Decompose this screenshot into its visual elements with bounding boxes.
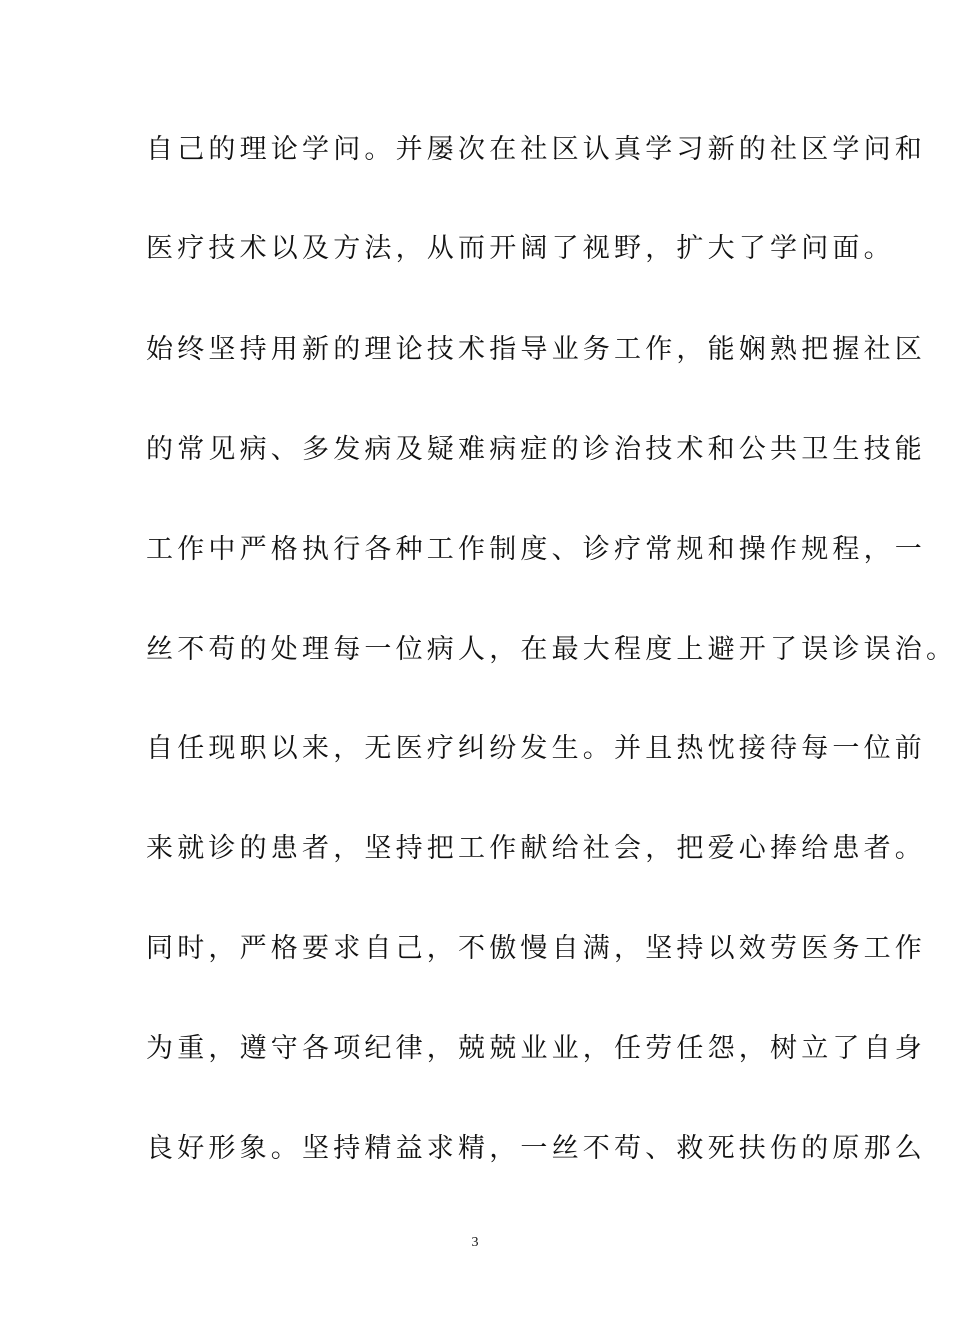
text-line-8: 来就诊的患者，坚持把工作献给社会，把爱心捧给患者。 — [146, 833, 926, 864]
text-line-10: 为重，遵守各项纪律，兢兢业业，任劳任怨，树立了自身 — [146, 1033, 926, 1064]
text-line-5: 工作中严格执行各种工作制度、诊疗常规和操作规程，一 — [146, 534, 926, 565]
text-line-2: 医疗技术以及方法，从而开阔了视野，扩大了学问面。 — [146, 233, 895, 264]
text-line-7: 自任现职以来，无医疗纠纷发生。并且热忱接待每一位前 — [146, 733, 926, 764]
text-line-6: 丝不苟的处理每一位病人，在最大程度上避开了误诊误治。 — [146, 634, 957, 665]
text-line-11: 良好形象。坚持精益求精，一丝不苟、救死扶伤的原那么 — [146, 1133, 926, 1164]
text-line-3: 始终坚持用新的理论技术指导业务工作，能娴熟把握社区 — [146, 334, 926, 365]
text-line-1: 自己的理论学问。并屡次在社区认真学习新的社区学问和 — [146, 134, 926, 165]
text-line-4: 的常见病、多发病及疑难病症的诊治技术和公共卫生技能 — [146, 434, 926, 465]
text-line-9: 同时，严格要求自己，不傲慢自满，坚持以效劳医务工作 — [146, 933, 926, 964]
page-number: 3 — [471, 1235, 479, 1250]
